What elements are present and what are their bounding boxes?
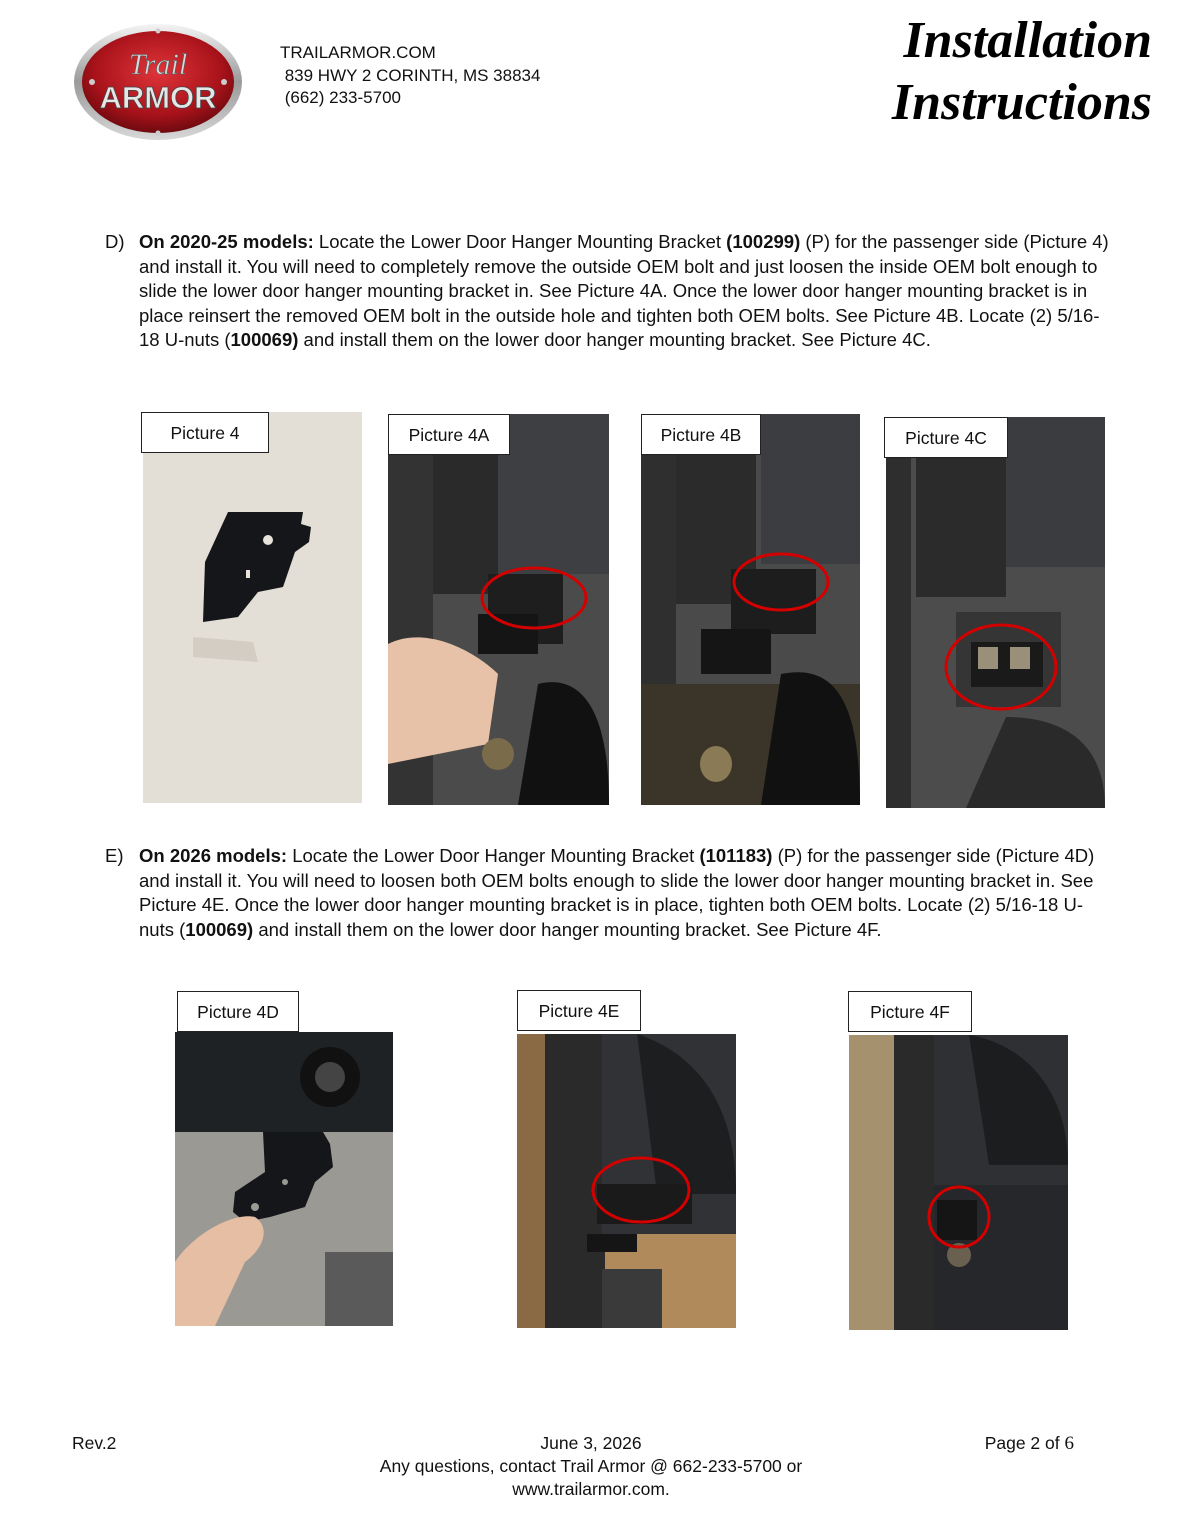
- picture-4c-photo: [886, 417, 1105, 808]
- step-text: [139, 844, 1115, 942]
- logo-text-trail: Trail: [128, 48, 188, 81]
- step-lead: On 2020-25 models:: [139, 231, 314, 252]
- picture-4a-photo: [388, 414, 609, 805]
- part-number: 100069): [230, 329, 299, 350]
- title-line-2: Instructions: [891, 74, 1152, 131]
- step-e: [105, 844, 1115, 942]
- picture-4f-caption: Picture 4F: [848, 991, 972, 1032]
- title-line-1: Installation: [903, 12, 1152, 69]
- footer-contact: Any questions, contact Trail Armor @ 662-233-5700 or: [379, 1456, 803, 1476]
- picture-4b-caption: Picture 4B: [641, 414, 761, 455]
- step-text-part: (P) for the passenger side (Picture 4D) and install it. You will need to loosen both OEM bolts enough to slide the lower door hanger mounting bracket in. See Picture 4E. Once the lower door hanger mounting bracket is in place, tighten both OEM bolts. Locate (2) 5/16-18 U-nuts (: [139, 845, 1095, 940]
- step-d: [105, 230, 1115, 353]
- picture-4c-caption: Picture 4C: [884, 417, 1008, 458]
- step-text-part: Locate the Lower Door Hanger Mounting Bracket: [287, 845, 700, 866]
- part-number: 100069): [185, 918, 254, 940]
- picture-4d-caption: Picture 4D: [177, 991, 299, 1032]
- step-lead: On 2026 models:: [139, 845, 288, 866]
- picture-4f-photo: [849, 1035, 1068, 1330]
- part-number: (100299): [726, 231, 801, 252]
- company-phone: (662) 233-5700: [280, 88, 401, 107]
- step-letter: E): [105, 845, 124, 866]
- picture-4e-caption: Picture 4E: [517, 990, 641, 1031]
- picture-4b-photo: [641, 414, 860, 805]
- revision-label: Rev.2: [72, 1433, 117, 1453]
- footer-date: June 3, 2026: [540, 1433, 642, 1453]
- picture-4a-caption: Picture 4A: [388, 414, 510, 455]
- picture-4-caption: Picture 4: [141, 412, 269, 453]
- page-title: [892, 10, 1152, 134]
- company-info: [280, 42, 540, 110]
- page-prefix: Page 2 of: [984, 1433, 1065, 1453]
- page-number: [985, 1432, 1074, 1455]
- step-text-part: (P) for the passenger side (Picture 4) and install it. You will need to completely remove the outside OEM bolt and just loosen the inside OEM bolt enough to slide the lower door hanger mounting bracket in. See Picture 4A. Once the lower door hanger mounting bracket is in place reinsert the removed OEM bolt in the outside hole and tighten both OEM bolts. See Picture 4B. Locate (2) 5/16-18 U-nuts (: [139, 231, 1109, 350]
- picture-4e-photo: [517, 1034, 736, 1328]
- part-number: (101183): [699, 845, 773, 866]
- step-text-part: and install them on the lower door hanger mounting bracket. See Picture 4F.: [253, 918, 882, 940]
- trail-armor-logo: [72, 22, 244, 142]
- picture-4d-photo: [175, 1032, 393, 1326]
- logo-text-armor: ARMOR: [99, 80, 217, 115]
- picture-4-photo: [143, 412, 362, 803]
- step-text: [139, 230, 1115, 353]
- company-website: TRAILARMOR.COM: [280, 43, 436, 62]
- company-address: 839 HWY 2 CORINTH, MS 38834: [280, 65, 541, 85]
- step-text-part: and install them on the lower door hanger mounting bracket. See Picture 4C.: [298, 329, 931, 350]
- step-letter: D): [105, 231, 125, 252]
- footer-website: www.trailarmor.com.: [512, 1479, 670, 1499]
- page-total: 6: [1064, 1433, 1074, 1454]
- step-text-part: Locate the Lower Door Hanger Mounting Bracket: [313, 231, 727, 252]
